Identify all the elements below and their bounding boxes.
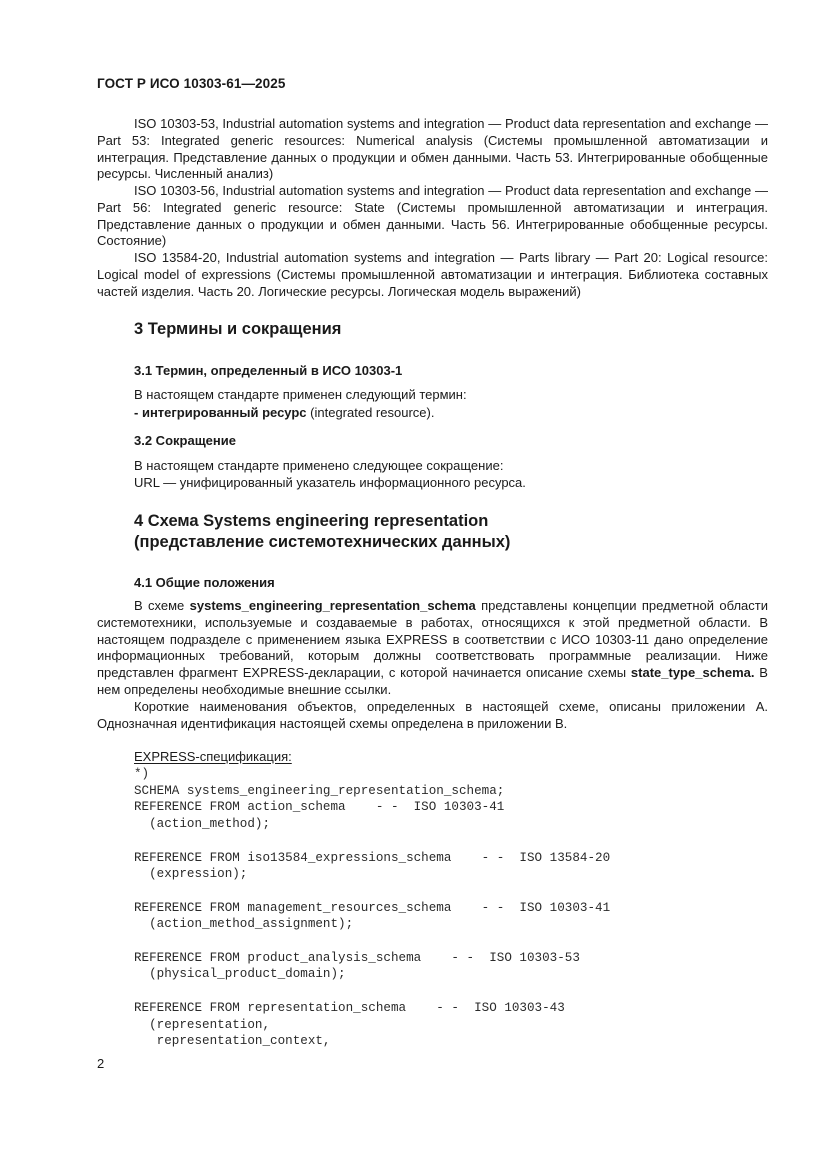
term-prefix: - <box>134 405 142 420</box>
section-3-1-intro: В настоящем стандарте применен следующий термин: <box>134 387 467 402</box>
term-english: (integrated resource). <box>306 405 435 420</box>
schema-name: systems_engineering_representation_schema <box>189 598 476 613</box>
term-definition <box>134 404 434 421</box>
reference-iso-13584-20-text: ISO 13584-20, Industrial automation systems and integration — Parts library — Part 20: Logical resource: Logical model of expressions (Системы промышленной автоматизации и интеграция. Библиотека составных частей изделия. Часть 20. Логические ресурсы. Логическая модель выражений) <box>97 250 768 299</box>
p1-text-a: В схеме <box>134 598 190 613</box>
page-number: 2 <box>97 1056 105 1071</box>
section-3-title: 3 Термины и сокращения <box>134 320 342 338</box>
abbreviation-url: URL — унифицированный указатель информационного ресурса. <box>134 475 526 490</box>
reference-iso-10303-53-text: ISO 10303-53, Industrial automation systems and integration — Product data representation and exchange — Part 53: Integrated generic resources: Numerical analysis (Системы промышленной автоматизации и интеграция. Представление данных о продукции и обмен данными. Часть 53. Интегрированные обобщенные ресурсы. Численный анализ) <box>97 116 768 182</box>
p1-text-c: представлены концепции предметной области системотехники, используемые и создаваемые в работах, относящихся к этой предметной области. В настоящем подразделе с применением языка EXPRESS в соответствии с ИСО 10303-11 дано определение информационных требований, которым должны соответствовать программные реализации. Ниже представлен фрагмент EXPRESS-декларации, с которой начинается описание схемы <box>97 598 768 681</box>
section-3-1-title: 3.1 Термин, определенный в ИСО 10303-1 <box>134 363 403 378</box>
express-spec-label: EXPRESS-спецификация: <box>134 749 292 764</box>
state-type-schema-name: state_type_schema. <box>630 665 755 681</box>
section-4-1-title: 4.1 Общие положения <box>134 575 275 590</box>
section-4-1-paragraph-1 <box>97 598 768 699</box>
reference-iso-10303-56-text: ISO 10303-56, Industrial automation systems and integration — Product data representation and exchange — Part 56: Integrated generic resource: State (Системы промышленной автоматизации и интеграция. Представление данных о продукции и обмен данными. Часть 56. Интегрированные обобщенные ресурсы. Состояние) <box>97 183 768 249</box>
section-3-2-intro: В настоящем стандарте применено следующее сокращение: <box>134 458 504 473</box>
term-name: интегрированный ресурс <box>141 405 307 420</box>
section-4-1-paragraph-2: Короткие наименования объектов, определенных в настоящей схеме, описаны приложении А. Однозначная идентификация настоящей схемы определена в приложении В. <box>97 699 768 731</box>
document-header: ГОСТ Р ИСО 10303-61—2025 <box>97 76 286 91</box>
p1-text-e: В нем определены необходимые внешние ссылки. <box>97 665 768 697</box>
section-3-2-title: 3.2 Сокращение <box>134 433 236 448</box>
section-4-title-line-2: (представление системотехнических данных) <box>134 533 511 551</box>
express-code-block: *) SCHEMA systems_engineering_representation_schema; REFERENCE FROM action_schema - - ISO 10303-41 (action_method); REFERENCE FROM iso13584_expressions_schema - - ISO 13584-20 (expression); REFERENCE FROM management_resources_schema - - ISO 10303-41 (action_method_assignment); REFERENCE FROM product_analysis_schema - - ISO 10303-53 (physical_product_domain); REFERENCE FROM representation_schema - - ISO 10303-43 (representation, representation_context, <box>134 767 611 1049</box>
section-4-title-line-1: 4 Схема Systems engineering representation <box>134 512 489 530</box>
